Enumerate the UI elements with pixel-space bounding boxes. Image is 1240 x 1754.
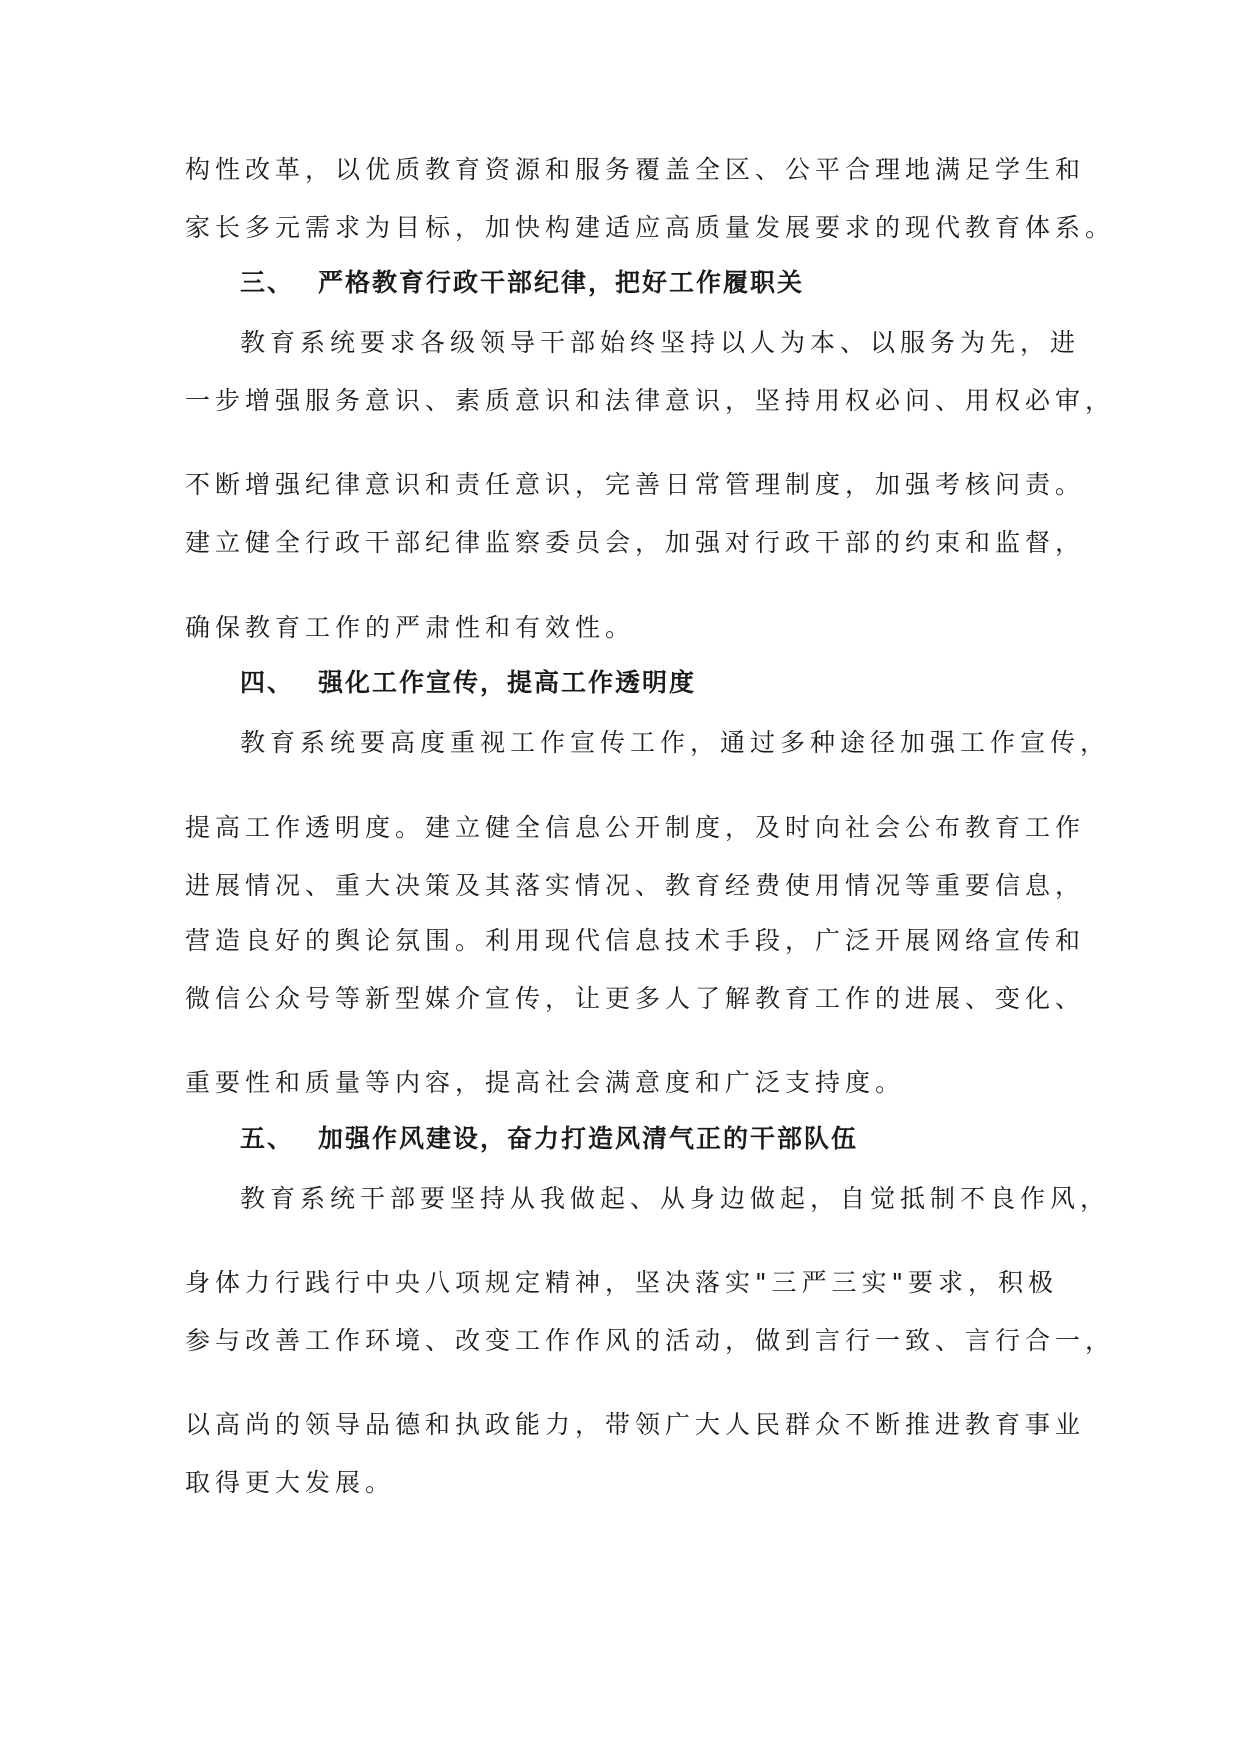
- paragraph-line: 取得更大发展。: [185, 1468, 396, 1497]
- paragraph-line: 以高尚的领导品德和执政能力，带领广大人民群众不断推进教育事业: [185, 1410, 1086, 1439]
- paragraph-line: 重要性和质量等内容，提高社会满意度和广泛支持度。: [185, 1068, 906, 1097]
- paragraph-line: 教育系统要高度重视工作宣传工作，通过多种途径加强工作宣传，: [240, 728, 1111, 757]
- section-heading-3: [240, 266, 804, 300]
- section-heading-5: [240, 1122, 858, 1156]
- paragraph-line: 营造良好的舆论氛围。利用现代信息技术手段，广泛开展网络宣传和: [185, 926, 1086, 955]
- section-heading-4: [240, 666, 696, 700]
- section-title: 严格教育行政干部纪律，把好工作履职关: [318, 268, 805, 297]
- paragraph-line: 身体力行践行中央八项规定精神，坚决落实"三严三实"要求，积极: [185, 1268, 1059, 1297]
- paragraph-line: 家长多元需求为目标，加快构建适应高质量发展要求的现代教育体系。: [185, 213, 1116, 242]
- paragraph-line: 建立健全行政干部纪律监察委员会，加强对行政干部的约束和监督，: [185, 528, 1086, 557]
- paragraph-line: 构性改革，以优质教育资源和服务覆盖全区、公平合理地满足学生和: [185, 155, 1086, 184]
- paragraph-line: 进展情况、重大决策及其落实情况、教育经费使用情况等重要信息，: [185, 871, 1086, 900]
- section-title: 强化工作宣传，提高工作透明度: [318, 668, 697, 697]
- paragraph-line: 提高工作透明度。建立健全信息公开制度，及时向社会公布教育工作: [185, 813, 1086, 842]
- paragraph-line: 教育系统干部要坚持从我做起、从身边做起，自觉抵制不良作风，: [240, 1184, 1111, 1213]
- section-number: 五、: [240, 1124, 295, 1153]
- paragraph-line: 不断增强纪律意识和责任意识，完善日常管理制度，加强考核问责。: [185, 470, 1086, 499]
- paragraph-line: 参与改善工作环境、改变工作作风的活动，做到言行一致、言行合一，: [185, 1326, 1116, 1355]
- section-number: 三、: [240, 268, 295, 297]
- paragraph-line: 一步增强服务意识、素质意识和法律意识，坚持用权必问、用权必审，: [185, 386, 1116, 415]
- paragraph-line: 教育系统要求各级领导干部始终坚持以人为本、以服务为先，进: [240, 328, 1081, 357]
- paragraph-line: 微信公众号等新型媒介宣传，让更多人了解教育工作的进展、变化、: [185, 984, 1086, 1013]
- section-title: 加强作风建设，奋力打造风清气正的干部队伍: [318, 1124, 859, 1153]
- section-number: 四、: [240, 668, 295, 697]
- paragraph-line: 确保教育工作的严肃性和有效性。: [185, 613, 636, 642]
